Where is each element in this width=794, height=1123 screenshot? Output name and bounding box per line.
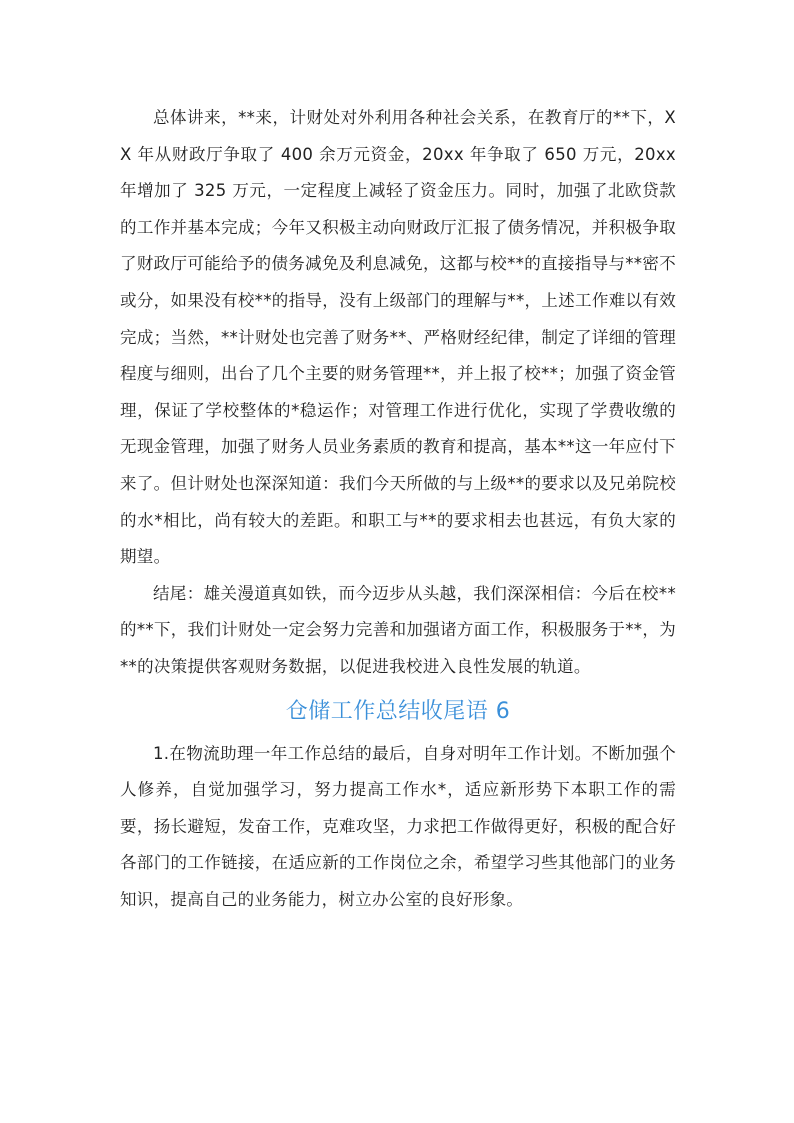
paragraph-conclusion: 结尾：雄关漫道真如铁，而今迈步从头越，我们深深相信：今后在校**的**下，我们计财处一定会努力完善和加强诸方面工作，积极服务于**，为**的决策提供客观财务数据，以促进我校进入良性发展的轨道。 — [120, 583, 676, 676]
document-page — [120, 100, 676, 918]
section-heading: 仓储工作总结收尾语 6 — [285, 698, 511, 724]
paragraph-summary: 总体讲来，**来，计财处对外利用各种社会关系，在教育厅的**下，XX 年从财政厅争取了 400 余万元资金，20xx 年争取了 650 万元，20xx 年增加了 325 万元，一定程度上减轻了资金压力。同时，加强了北欧贷款的工作并基本完成；今年又积极主动向财政厅汇报了债务情况，并积极争取了财政厅可能给予的债务减免及利息减免，这都与校**的直接指导与**密不或分，如果没有校**的指导，没有上级部门的理解与**，上述工作难以有效完成；当然，**计财处也完善了财务**、严格财经纪律，制定了详细的管理程度与细则，出台了几个主要的财务管理**，并上报了校**；加强了资金管理，保证了学校整体的*稳运作；对管理工作进行优化，实现了学费收缴的无现金管理，加强了财务人员业务素质的教育和提高，基本**这一年应付下来了。但计财处也深深知道：我们今天所做的与上级**的要求以及兄弟院校的水*相比，尚有较大的差距。和职工与**的要求相去也甚远，有负大家的期望。 — [120, 108, 676, 567]
paragraph-logistics-plan: 1.在物流助理一年工作总结的最后，自身对明年工作计划。不断加强个人修养，自觉加强学习，努力提高工作水*，适应新形势下本职工作的需要，扬长避短，发奋工作，克难攻坚，力求把工作做得更好，积极的配合好各部门的工作链接，在适应新的工作岗位之余，希望学习些其他部门的业务知识，提高自己的业务能力，树立办公室的良好形象。 — [120, 743, 676, 909]
